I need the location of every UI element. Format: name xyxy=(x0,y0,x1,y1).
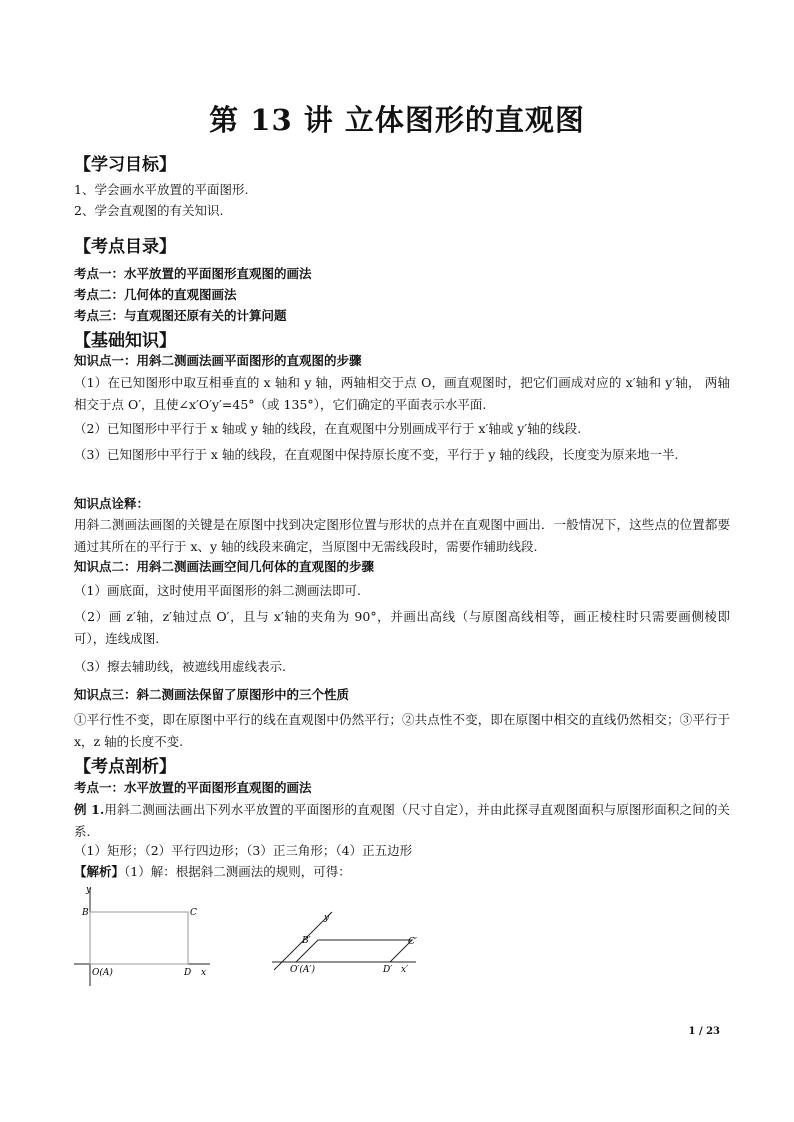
label-x-prime: x′ xyxy=(401,965,409,975)
knowledge-1-title: 知识点一：用斜二测画法画平面图形的直观图的步骤 xyxy=(74,353,362,368)
section-heading-goals: 【学习目标】 xyxy=(74,155,176,175)
knowledge-1-step-2: （2）已知图形中平行于 x 轴或 y 轴的线段，在直观图中分别画成平行于 x′轴或 y′轴的线段. xyxy=(74,421,582,436)
solution-text: （1）解：根据斜二测画法的规则，可得： xyxy=(124,864,351,879)
knowledge-2-title: 知识点二：用斜二测画法画空间几何体的直观图的步骤 xyxy=(74,559,375,574)
label-o: O(A) xyxy=(92,968,113,978)
example-items: （1）矩形；（2）平行四边形；（3）正三角形；（4）正五边形 xyxy=(74,843,413,858)
knowledge-1-step-3: （3）已知图形中平行于 x 轴的线段，在直观图中保持原长度不变，平行于 y 轴的线段，长度变为原来地一半. xyxy=(74,447,679,462)
label-y-prime: y′ xyxy=(324,913,332,923)
label-c-prime: C′ xyxy=(408,937,417,947)
knowledge-2-step-1: （1）画底面，这时使用平面图形的斜二测画法即可. xyxy=(74,583,361,598)
catalog-item-1: 考点一：水平放置的平面图形直观图的画法 xyxy=(74,266,312,281)
label-x: x xyxy=(201,968,207,978)
knowledge-2-step-3: （3）擦去辅助线，被遮线用虚线表示. xyxy=(74,659,286,674)
figure-intuitive-parallelogram xyxy=(266,906,426,976)
note-title: 知识点诠释： xyxy=(74,496,150,511)
label-y: y xyxy=(86,885,92,895)
knowledge-1-step-1: （1）在已知图形中取互相垂直的 x 轴和 y 轴，两轴相交于点 O，画直观图时，把它们画成对应的 x′轴和 y′轴， 两轴相交于点 O′，且使∠x′O′y′=45°（或 135°），它们确定的平面表示水平面. xyxy=(74,375,730,412)
goal-item-1: 1、学会画水平放置的平面图形. xyxy=(74,182,249,197)
rectangle-abcd xyxy=(90,912,188,964)
knowledge-3-paragraph: ①平行性不变，即在原图中平行的线在直观图中仍然平行；②共点性不变，即在原图中相交的直线仍然相交；③平行于 x，z 轴的长度不变. xyxy=(74,712,730,749)
topic-1-title: 考点一：水平放置的平面图形直观图的画法 xyxy=(74,780,312,795)
solution xyxy=(74,861,734,883)
label-b-prime: B′ xyxy=(302,936,311,946)
section-heading-catalog: 【考点目录】 xyxy=(74,237,176,257)
page-number: 1 / 23 xyxy=(688,1026,720,1037)
solution-label: 【解析】 xyxy=(74,864,125,879)
label-c: C xyxy=(190,908,197,918)
knowledge-2-step-2: （2）画 z′轴，z′轴过点 O′，且与 x′轴的夹角为 90°，并画出高线（与原图高线相等，画正棱柱时只需要画侧棱即可），连线成图. xyxy=(74,609,730,646)
example-1 xyxy=(74,799,730,843)
catalog-item-2: 考点二：几何体的直观图画法 xyxy=(74,287,237,302)
page-title: 第 13 讲 立体图形的直观图 xyxy=(209,103,585,137)
parallelogram-abcd xyxy=(296,940,412,962)
example-label: 例 1. xyxy=(74,802,105,817)
section-heading-basics: 【基础知识】 xyxy=(74,331,176,351)
knowledge-3-title: 知识点三：斜二测画法保留了原图形中的三个性质 xyxy=(74,687,350,702)
label-o-prime: O′(A′) xyxy=(290,965,315,975)
catalog-item-3: 考点三：与直观图还原有关的计算问题 xyxy=(74,308,287,323)
label-d-prime: D′ xyxy=(383,965,393,975)
example-text: 用斜二测画法画出下列水平放置的平面图形的直观图（尺寸自定），并由此探寻直观图面积与原图形面积之间的关系. xyxy=(74,802,730,839)
figure-original-rectangle xyxy=(70,882,220,992)
note-paragraph: 用斜二测画法画图的关键是在原图中找到决定图形位置与形状的点并在直观图中画出．一般情况下，这些点的位置都要通过其所在的平行于 x、y 轴的线段来确定，当原图中无需线段时，需要作辅助线段. xyxy=(74,517,730,554)
label-b: B xyxy=(82,908,89,918)
section-heading-analysis: 【考点剖析】 xyxy=(74,757,176,777)
goal-item-2: 2、学会直观图的有关知识. xyxy=(74,203,224,218)
label-d: D xyxy=(184,968,192,978)
